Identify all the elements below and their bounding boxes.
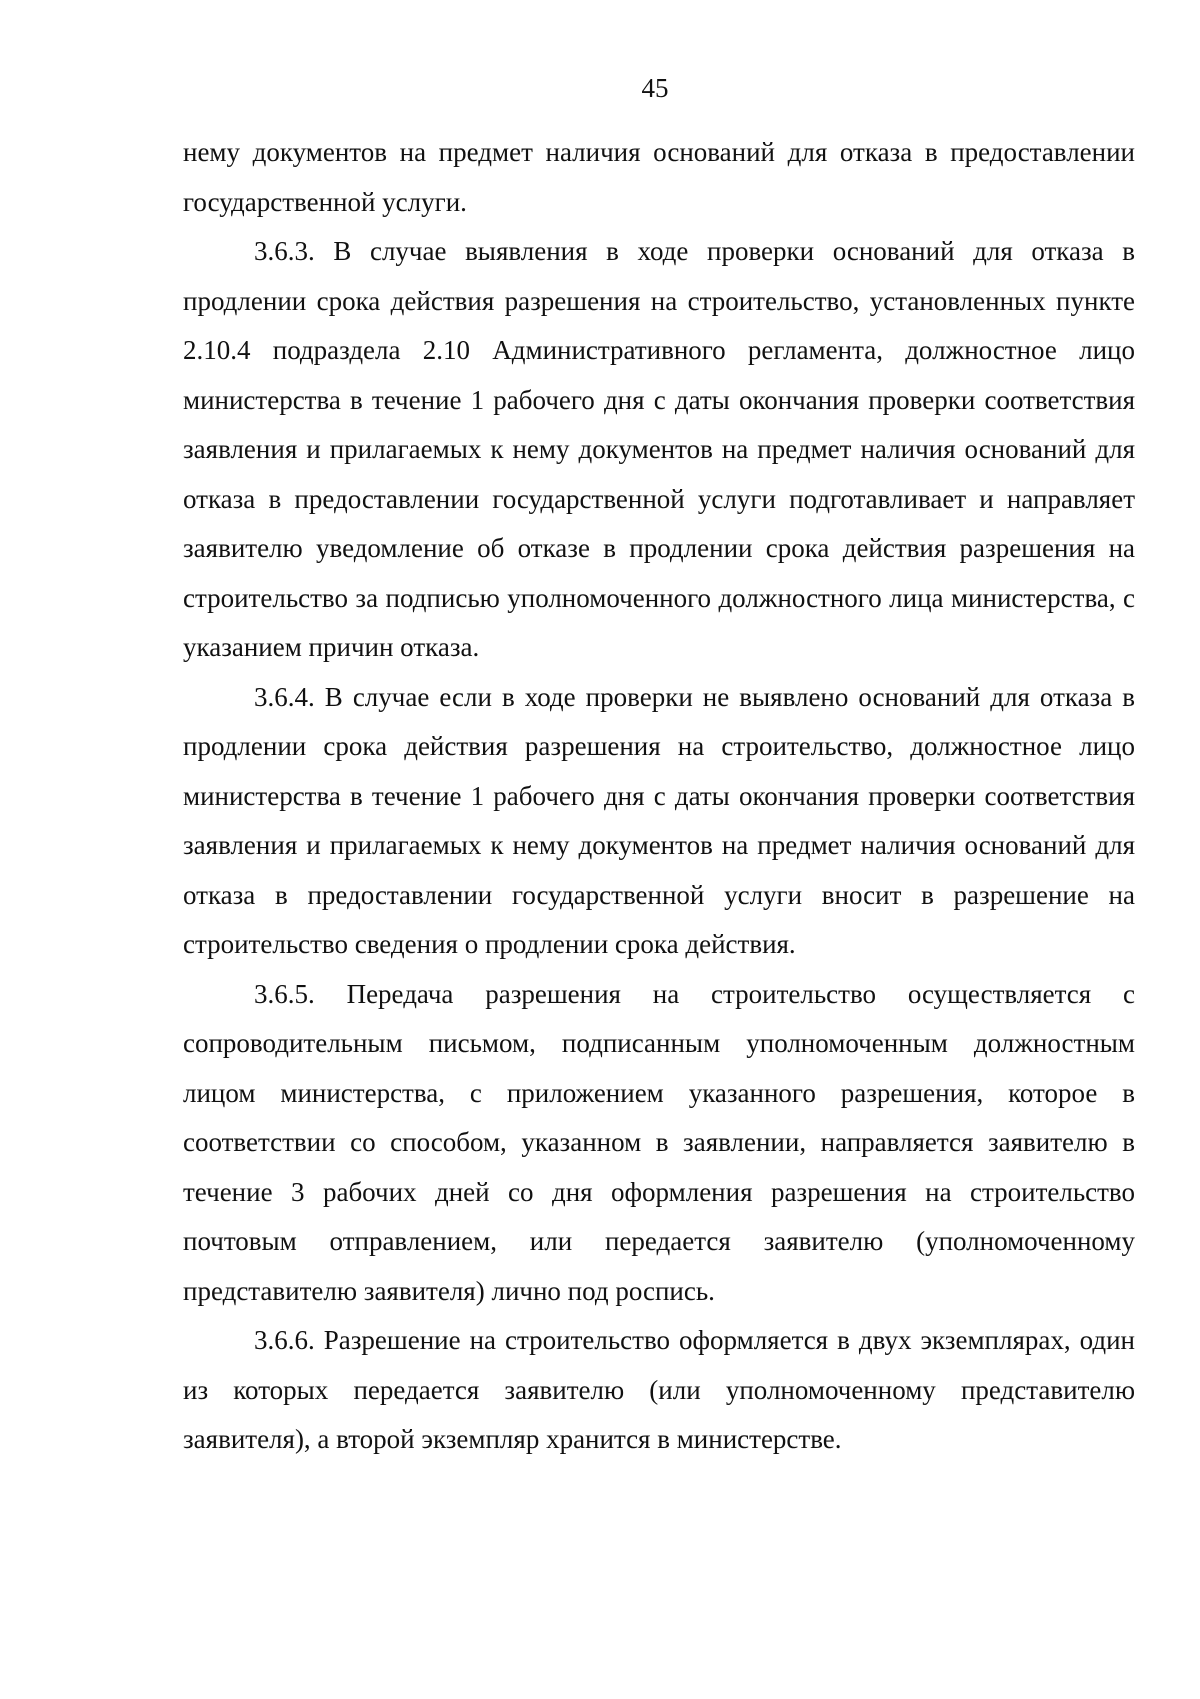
- paragraph-3-6-3: 3.6.3. В случае выявления в ходе проверки оснований для отказа в продлении срока действия разрешения на строительство, установленных пункте 2.10.4 подраздела 2.10 Административного регламента, должностное лицо министерства в течение 1 рабочего дня с даты окончания проверки соответствия заявления и прилагаемых к нему документов на предмет наличия оснований для отказа в предоставлении государственной услуги подготавливает и направляет заявителю уведомление об отказе в продлении срока действия разрешения на строительство за подписью уполномоченного должностного лица министерства, с указанием причин отказа.: [183, 236, 1135, 662]
- paragraph-3-6-4: 3.6.4. В случае если в ходе проверки не выявлено оснований для отказа в продлении срока действия разрешения на строительство, должностное лицо министерства в течение 1 рабочего дня с даты окончания проверки соответствия заявления и прилагаемых к нему документов на предмет наличия оснований для отказа в предоставлении государственной услуги вносит в разрешение на строительство сведения о продлении срока действия.: [183, 681, 1135, 959]
- page-number: 45: [641, 73, 669, 103]
- document-body: [183, 128, 1135, 1465]
- paragraph-3-6-5: 3.6.5. Передача разрешения на строительство осуществляется с сопроводительным письмом, подписанным уполномоченным должностным лицом министерства, с приложением указанного разрешения, которое в соответствии со способом, указанном в заявлении, направляется заявителю в течение 3 рабочих дней со дня оформления разрешения на строительство почтовым отправлением, или передается заявителю (уполномоченному представителю заявителя) лично под роспись.: [183, 978, 1135, 1306]
- paragraph-3-6-6: 3.6.6. Разрешение на строительство оформляется в двух экземплярах, один из которых передается заявителю (или уполномоченному представителю заявителя), а второй экземпляр хранится в министерстве.: [183, 1325, 1135, 1454]
- paragraph-continuation: нему документов на предмет наличия оснований для отказа в предоставлении государственной услуги.: [183, 137, 1135, 217]
